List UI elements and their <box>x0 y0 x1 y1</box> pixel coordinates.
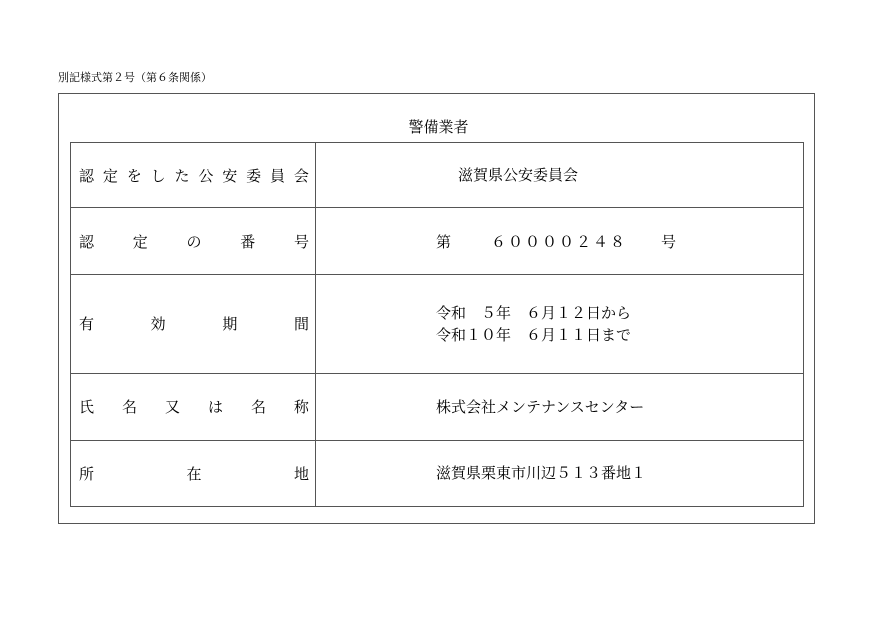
label-char: 認 <box>79 166 95 185</box>
row-name <box>71 374 804 440</box>
label-char: 有 <box>79 315 95 334</box>
label-char: 名 <box>250 398 266 417</box>
row-validity <box>71 274 804 374</box>
row-address <box>71 440 804 506</box>
label-char: 名 <box>121 398 137 417</box>
label-char: 認 <box>79 232 95 251</box>
value-address: 滋賀県栗東市川辺５１３番地１ <box>436 464 647 483</box>
row-number <box>71 208 804 274</box>
label-char: の <box>186 232 202 251</box>
number-suffix: 号 <box>661 232 677 251</box>
label-char: 所 <box>79 464 95 483</box>
value-authority: 滋賀県公安委員会 <box>458 166 579 185</box>
value-name: 株式会社メンテナンスセンター <box>436 397 645 416</box>
label-name <box>71 396 315 417</box>
label-char: 員 <box>270 166 286 185</box>
label-validity <box>71 313 315 334</box>
label-number <box>71 231 315 252</box>
certificate-table <box>70 142 804 507</box>
label-char: 地 <box>293 464 309 483</box>
row-authority <box>71 143 804 208</box>
certificate-number: ６００００２４８ <box>491 232 628 251</box>
label-char: 在 <box>186 464 202 483</box>
label-address <box>71 463 315 484</box>
validity-start: 令和 ５年 ６月１２日から <box>436 303 632 322</box>
label-char: 号 <box>293 232 309 251</box>
label-char: を <box>126 166 142 185</box>
validity-end: 令和１０年 ６月１１日まで <box>436 325 632 344</box>
label-char: し <box>150 166 166 185</box>
label-char: 間 <box>293 315 309 334</box>
document-title: 警備業者 <box>408 118 469 136</box>
label-char: 又 <box>164 398 180 417</box>
number-prefix: 第 <box>436 232 452 251</box>
value-number <box>316 231 803 252</box>
label-char: 氏 <box>79 398 95 417</box>
label-char: 番 <box>240 232 256 251</box>
label-char: 効 <box>150 315 166 334</box>
form-caption: 別記様式第２号（第６条関係） <box>58 71 212 84</box>
label-char: 会 <box>293 166 309 185</box>
label-char: 期 <box>222 315 238 334</box>
label-char: 定 <box>132 232 148 251</box>
label-authority <box>71 165 315 186</box>
label-char: 称 <box>293 398 309 417</box>
label-char: 委 <box>246 166 262 185</box>
label-char: 安 <box>222 166 238 185</box>
label-char: は <box>207 398 223 417</box>
label-char: 公 <box>198 166 214 185</box>
label-char: 定 <box>102 166 118 185</box>
label-char: た <box>174 166 190 185</box>
